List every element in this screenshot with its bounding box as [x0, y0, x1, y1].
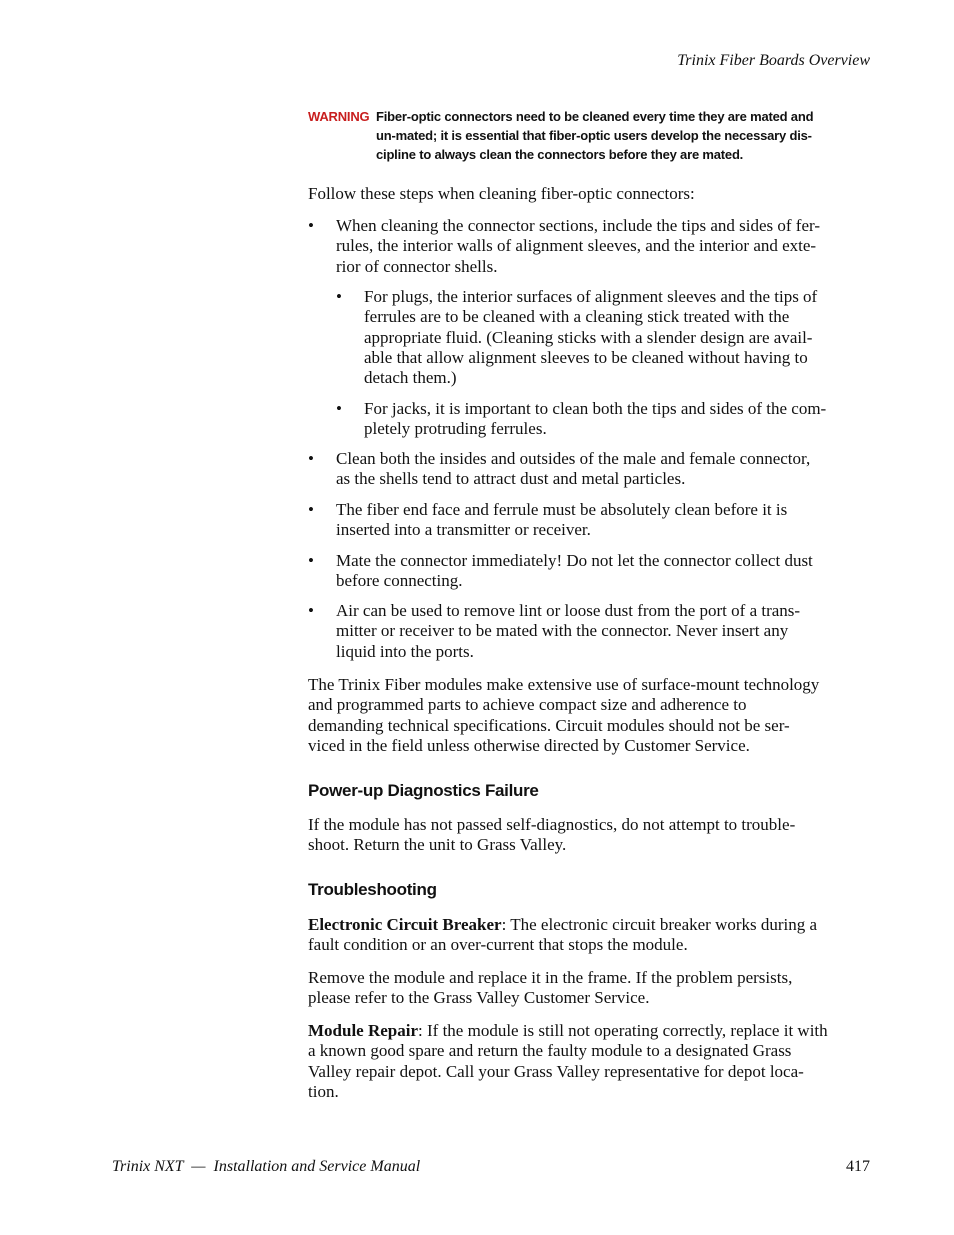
breaker-term: Electronic Circuit Breaker [308, 915, 502, 934]
running-header: Trinix Fiber Boards Overview [677, 52, 870, 69]
section-heading-troubleshooting: Troubleshooting [308, 880, 437, 899]
list-item: • Air can be used to remove lint or loose dust from the port of a trans- mitter or receiver to be mated with the connector. Never insert any liquid into the ports. [308, 601, 801, 661]
modules-paragraph: The Trinix Fiber modules make extensive use of surface-mount technology and programmed parts to achieve compact size and adherence to demanding technical specifications. Circuit modules should not be ser- viced in the field unless otherwise directed by Customer Service. [308, 675, 820, 755]
warning-line-3: cipline to always clean the connectors before they are mated. [376, 147, 744, 162]
warning-line-1: Fiber-optic connectors need to be cleaned every time they are mated and [376, 109, 814, 124]
bullet-icon: • [308, 216, 314, 235]
bullet-icon: • [336, 399, 342, 418]
power-up-paragraph: If the module has not passed self-diagnostics, do not attempt to trouble- shoot. Return the unit to Grass Valley. [308, 815, 796, 855]
manual-title: Trinix NXT — Installation and Service Manual [112, 1158, 421, 1175]
list-item: • Clean both the insides and outsides of the male and female connector, as the shells tend to attract dust and metal particles. [308, 449, 811, 489]
bullet-icon: • [308, 551, 314, 570]
list-item: • When cleaning the connector sections, include the tips and sides of fer- rules, the interior walls of alignment sleeves, and the interior and exte- rior of connector shells. [308, 216, 820, 276]
bullet-icon: • [308, 449, 314, 468]
warning-line-2: un-mated; it is essential that fiber-optic users develop the necessary dis- [376, 128, 812, 143]
remove-paragraph: Remove the module and replace it in the frame. If the problem persists, please refer to the Grass Valley Customer Service. [308, 968, 793, 1008]
intro-paragraph: Follow these steps when cleaning fiber-optic connectors: [308, 184, 695, 203]
bullet-icon: • [308, 601, 314, 620]
bullet-icon: • [308, 500, 314, 519]
list-item: • The fiber end face and ferrule must be absolutely clean before it is inserted into a transmitter or receiver. [308, 500, 788, 540]
sub-list-item: • For jacks, it is important to clean both the tips and sides of the com- pletely protruding ferrules. [336, 399, 827, 439]
sub-list-item: • For plugs, the interior surfaces of alignment sleeves and the tips of ferrules are to be cleaned with a cleaning stick treated with the appropriate fluid. (Cleaning sticks with a slender design are avail- able that allow alignment sleeves to be cleaned without having to detach them.) [336, 287, 818, 388]
section-heading-power-up: Power-up Diagnostics Failure [308, 781, 539, 800]
breaker-paragraph: Electronic Circuit Breaker: The electronic circuit breaker works during a fault condition or an over-current that stops the module. [308, 915, 818, 955]
bullet-icon: • [336, 287, 342, 306]
warning-block [308, 107, 868, 164]
page-number: 417 [846, 1158, 870, 1175]
repair-term: Module Repair [308, 1021, 419, 1040]
repair-paragraph: Module Repair: If the module is still not operating correctly, replace it with a known good spare and return the faulty module to a designated Grass Valley repair depot. Call your Grass Valley representative for depot loca- tion. [308, 1021, 828, 1101]
warning-label: WARNING [308, 109, 370, 124]
list-item: • Mate the connector immediately! Do not let the connector collect dust before connecting. [308, 551, 813, 591]
